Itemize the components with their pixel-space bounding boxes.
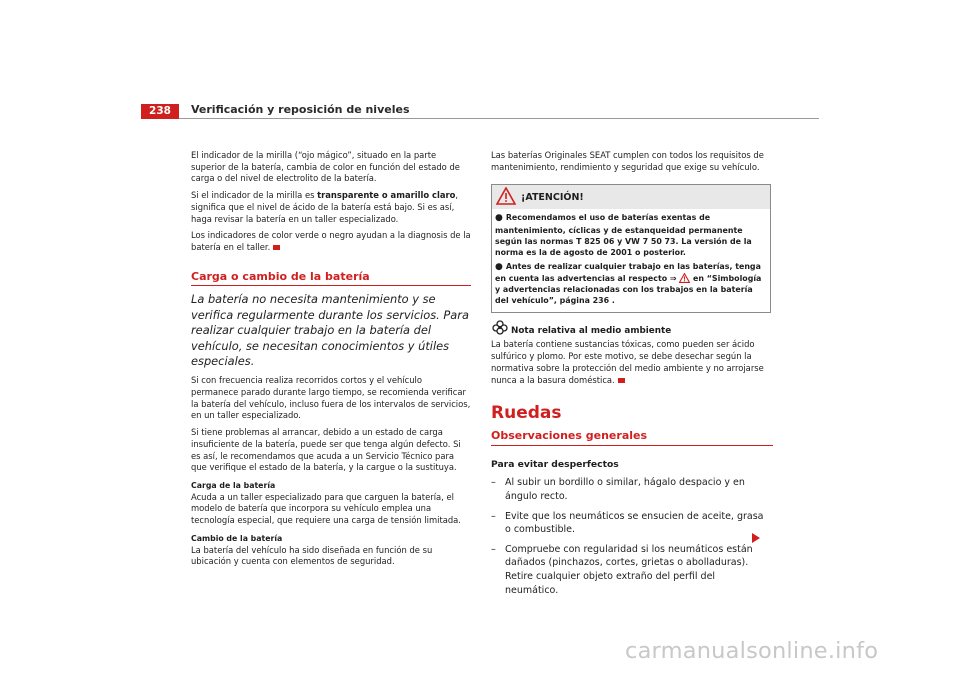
chapter-title: Ruedas: [491, 403, 562, 424]
warning-item-text: Recomendamos el uso de baterías exentas de mantenimiento, cíclicas y de estanqueidad permanente según las normas T 825 06 y VW 7 50 73. La versión de la norma es la de agosto de 2001 o posterior.: [495, 213, 752, 258]
battery-paragraph-2: Si tiene problemas al arrancar, debido a un estado de carga insuficiente de la batería, puede ser que tenga algún defecto. Si es así, le recomendamos que acuda a un Servicio Técnico para que verifique el estado de la batería, y la cargue o la sustituya.: [191, 427, 461, 473]
right-column: [491, 150, 771, 597]
environment-text: La batería contiene sustancias tóxicas, como pueden ser ácido sulfúrico y plomo. Por este motivo, se debe desechar según la normativa sobre la protección del medio ambiente y no arrojarse nunca a la basura doméstica.: [491, 339, 764, 385]
warning-title: ¡ATENCIÓN!: [521, 192, 584, 204]
header-rule: [179, 118, 819, 119]
list-item-text: Al subir un bordillo o similar, hágalo despacio y en ángulo recto.: [505, 477, 745, 502]
environment-title-text: Nota relativa al medio ambiente: [511, 325, 672, 336]
warning-item-text-end: en “Simbología y advertencias relacionadas con los trabajos en la batería del vehículo”, página 236 .: [495, 273, 762, 306]
warning-item: [495, 212, 768, 258]
list-item: [491, 510, 771, 537]
environment-paragraph: [491, 339, 771, 386]
battery-paragraph-1: Si con frecuencia realiza recorridos cortos y el vehículo permanece parado durante largo tiempo, se recomienda verificar la batería del vehículo, incluso fuera de los intervalos de servicios, en un taller especializado.: [191, 375, 471, 421]
warning-triangle-icon: [679, 273, 690, 283]
list-item-text: Evite que los neumáticos se ensucien de aceite, grasa o combustible.: [505, 510, 764, 536]
environment-note-title: [491, 326, 771, 338]
subhead-replacement: Cambio de la batería: [191, 533, 283, 543]
section-title-observations: Observaciones generales: [491, 430, 773, 446]
bullet-icon: ●: [495, 261, 503, 272]
warning-item: [495, 261, 768, 307]
replacement-paragraph: La batería del vehículo ha sido diseñada en función de su ubicación y cuenta con elementos de seguridad.: [191, 544, 433, 567]
left-column: [191, 150, 471, 573]
warning-box: [491, 184, 771, 312]
dash-bullet: –: [491, 477, 496, 489]
warning-item-text: Antes de realizar cualquier trabajo en las baterías, tenga en cuenta las advertencias al respecto ⇒: [495, 261, 761, 283]
intro-paragraph-1: El indicador de la mirilla (“ojo mágico”, situado en la parte superior de la batería, cambia de color en función del estado de carga o del nivel de electrolito de la batería.: [191, 150, 460, 184]
bullet-icon: ●: [495, 213, 503, 224]
dash-bullet: –: [491, 543, 496, 555]
intro-paragraph-3: [191, 230, 471, 253]
warning-body: [492, 209, 770, 311]
list-item: [491, 476, 771, 503]
page-number: 238: [149, 105, 171, 117]
watermark: carmanualsonline.info: [625, 638, 879, 664]
section-title-battery: Carga o cambio de la batería: [191, 271, 471, 287]
environment-flower-icon: [492, 320, 508, 336]
right-intro-paragraph: Las baterías Originales SEAT cumplen con todos los requisitos de mantenimiento, rendimiento y seguridad que exige su vehículo.: [491, 150, 764, 172]
end-of-section-icon: [618, 378, 625, 383]
list-item: [491, 543, 771, 597]
intro-p2-text-end: , significa que el nivel de ácido de la batería está bajo. Si es así, haga revisar la batería en un taller especializado.: [191, 190, 459, 224]
charging-paragraph: Acuda a un taller especializado para que carguen la batería, el modelo de batería que incorpora su vehículo emplea una tecnología especial, que requiere una carga de tensión limitada.: [191, 491, 461, 526]
end-of-section-icon: [273, 245, 280, 250]
intro-p2-bold: transparente o amarillo claro: [317, 190, 456, 201]
dash-bullet: –: [491, 510, 496, 522]
list-item-text: Compruebe con regularidad si los neumáticos están dañados (pinchazos, cortes, grietas o abolladuras). Retire cualquier objeto extraño del perfil del neumático.: [505, 543, 753, 596]
subhead-charging: Carga de la batería: [191, 480, 276, 490]
lead-paragraph: La batería no necesita mantenimiento y se verifica regularmente durante los servicios. Para realizar cualquier trabajo en la batería del vehículo, se necesitan conocimientos y útiles especiales.: [191, 292, 469, 368]
next-page-arrow-icon[interactable]: [752, 533, 760, 543]
warning-triangle-icon: [496, 187, 516, 205]
intro-paragraph-2: [191, 190, 471, 225]
page-header-title: Verificación y reposición de niveles: [191, 103, 410, 116]
warning-header: [492, 185, 770, 209]
intro-p3-text: Los indicadores de color verde o negro ayudan a la diagnosis de la batería en el taller.: [191, 230, 471, 252]
intro-p2-text: Si el indicador de la mirilla es: [191, 190, 318, 201]
topic-heading: Para evitar desperfectos: [491, 458, 619, 470]
